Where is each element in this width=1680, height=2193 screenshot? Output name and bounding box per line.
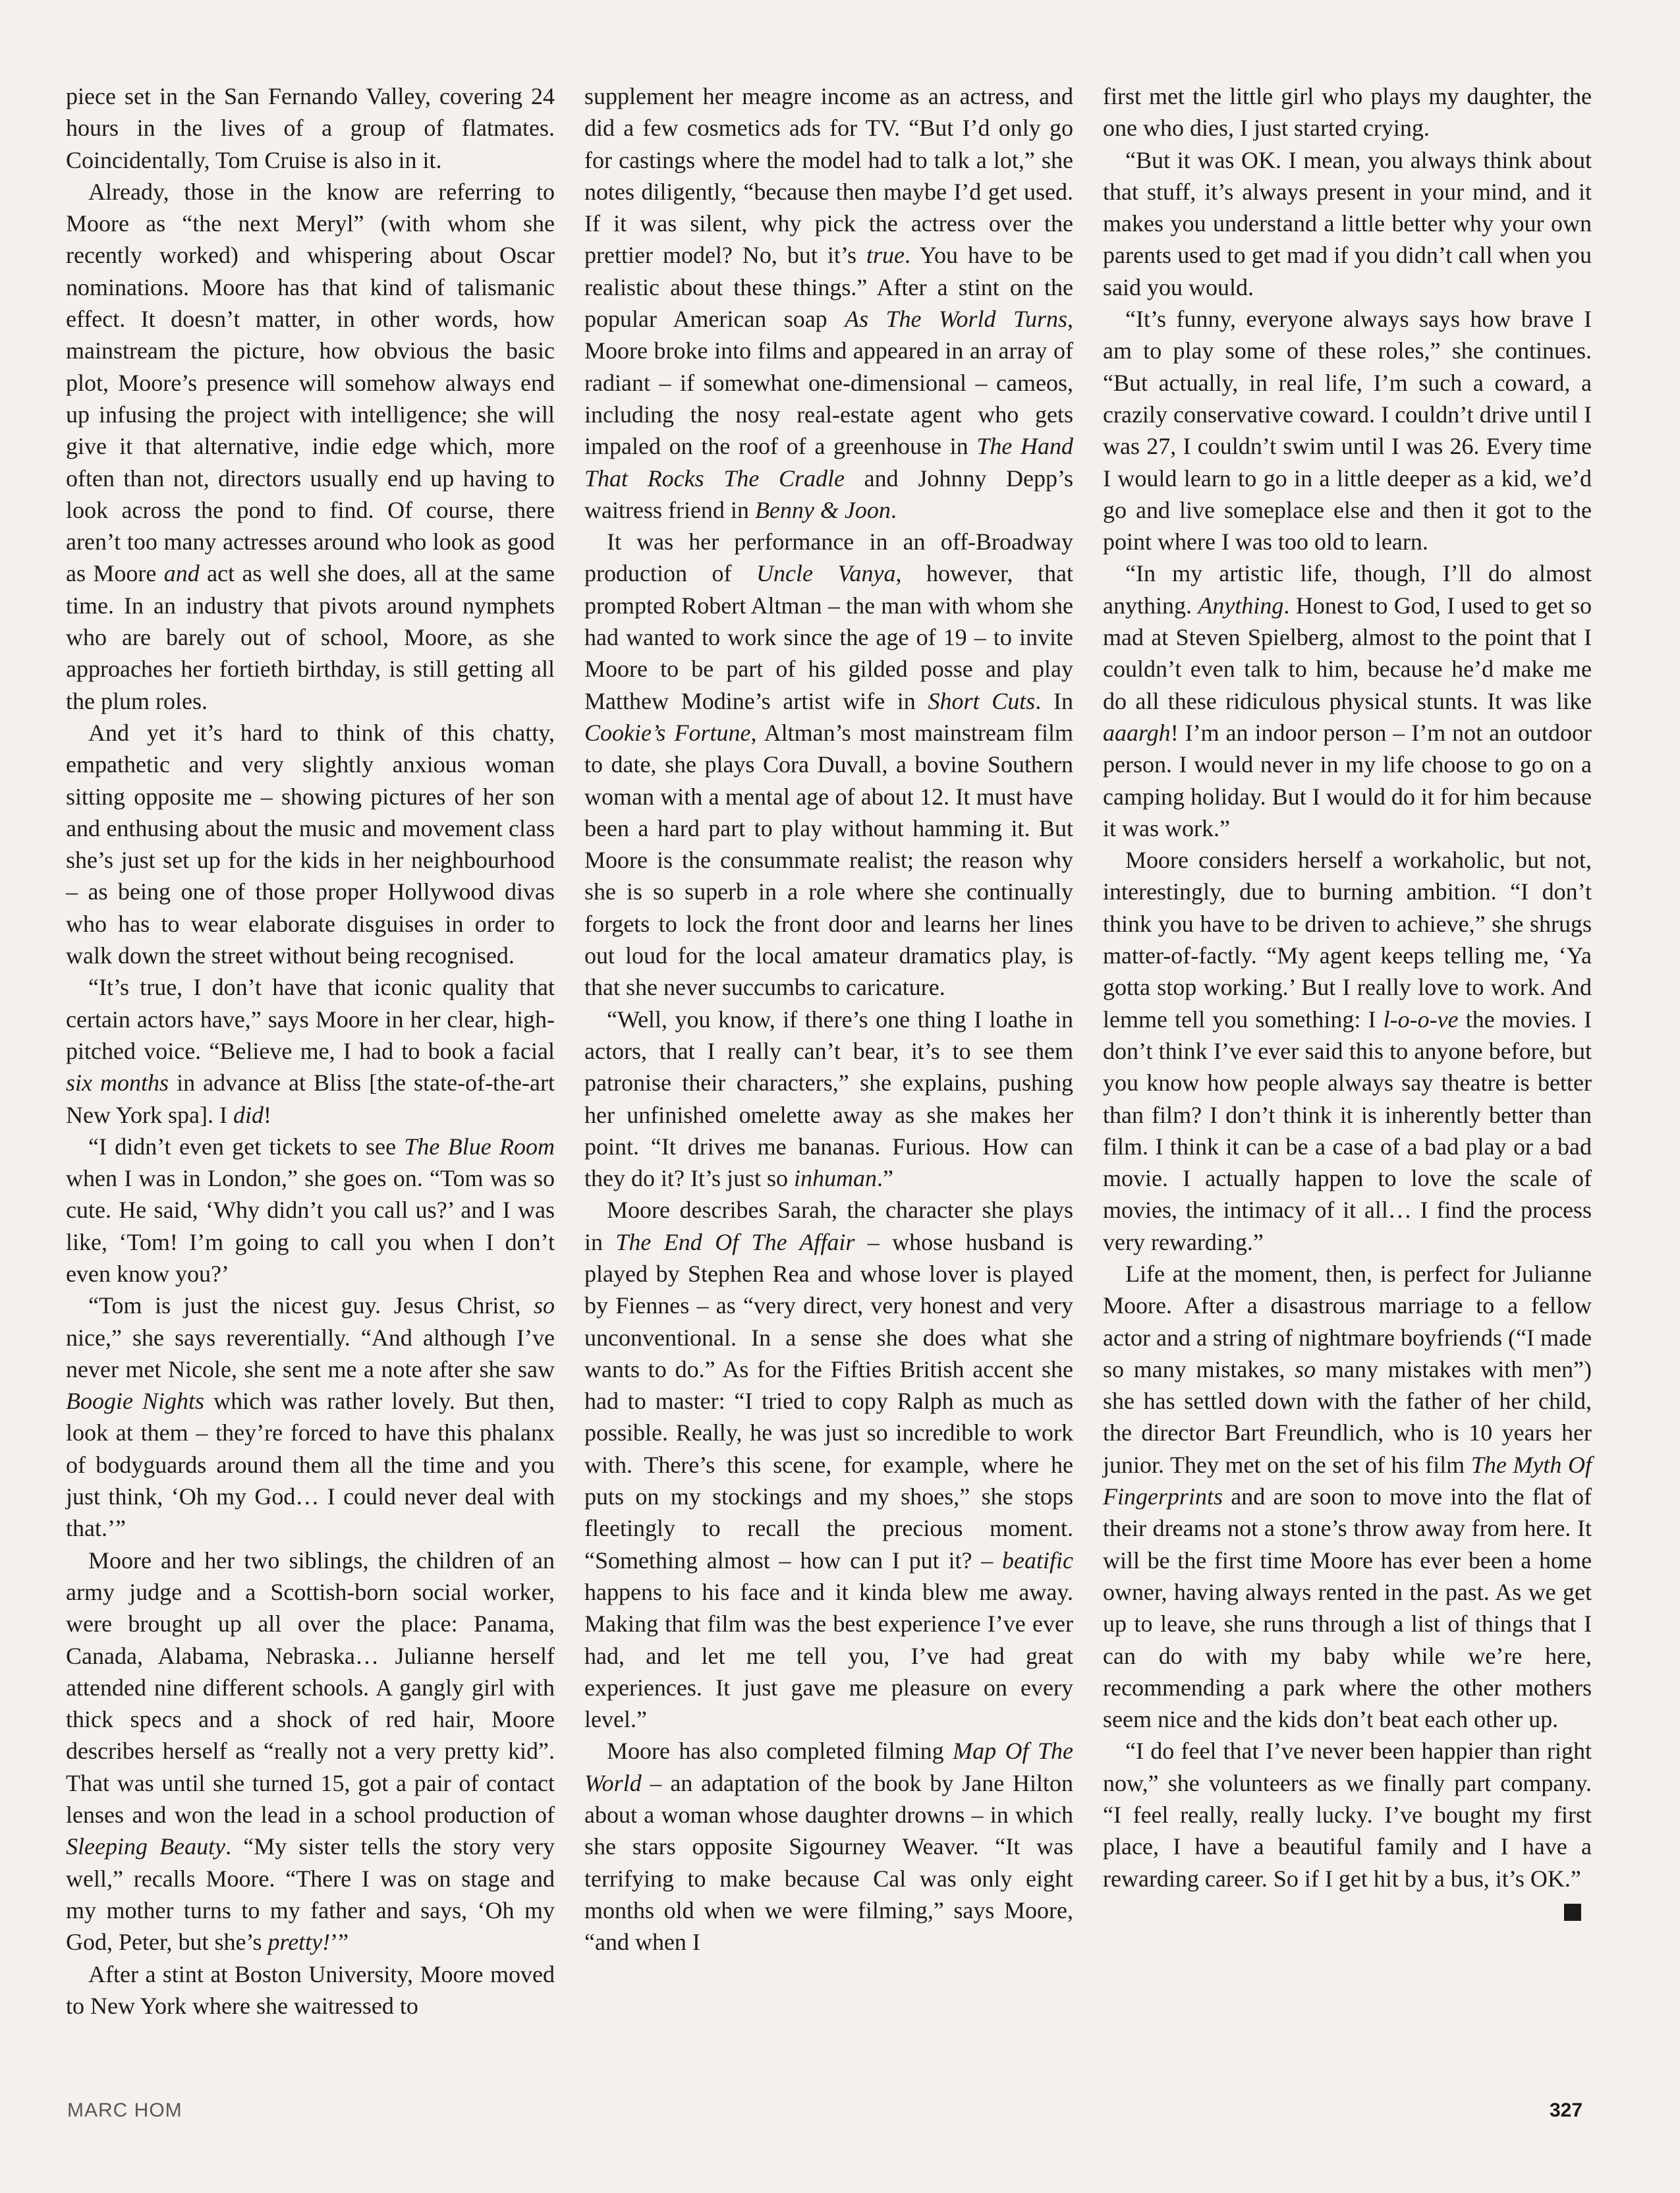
paragraph: Life at the moment, then, is perfect for Julianne Moore. After a disastrous marriage to a fellow actor and a string of nightmare boyfriends (“I made so many mistakes, so many mistakes with men”) she has settled down with the father of her child, the director Bart Freundlich, who is 10 years her junior. They met on the set of his film The Myth Of Fingerprints and are soon to move into the flat of their dreams not a stone’s throw away from here. It will be the first time Moore has ever been a home owner, having always rented in the past. As we get up to leave, she runs through a list of things that I can do with my baby while we’re here, recommending a park where the other mothers seem nice and the kids don’t beat each other up. (1103, 1260, 1592, 1733)
photo-credit: MARC HOM (67, 2099, 182, 2121)
paragraph: “Well, you know, if there’s one thing I loathe in actors, that I really can’t bear, it’s to see them patronise their characters,” she explains, pushing her unfinished omelette away as she makes her point. “It drives me bananas. Furious. How can they do it? It’s just so inhuman.” (584, 1006, 1073, 1192)
text-column-2 (584, 80, 1073, 2070)
paragraph: “I do feel that I’ve never been happier than right now,” she volunteers as we finally part company. “I feel really, really lucky. I’ve bought my first place, I have a beautiful family and I have a rewarding career. So if I get hit by a bus, it’s OK.” (1103, 1735, 1592, 1894)
text-column-1 (66, 80, 555, 2070)
paragraph: “It’s true, I don’t have that iconic quality that certain actors have,” says Moore in her clear, high-pitched voice. “Believe me, I had to book a facial six months in advance at Bliss [the state-of-the-art New York spa]. I did! (66, 974, 555, 1128)
page-number: 327 (1550, 2099, 1583, 2121)
paragraph: first met the little girl who plays my daughter, the one who dies, I just started crying. (1103, 83, 1592, 142)
paragraph: Already, those in the know are referring to Moore as “the next Meryl” (with whom she recently worked) and whispering about Oscar nominations. Moore has that kind of talismanic effect. It doesn’t matter, in other words, how mainstream the picture, how obvious the basic plot, Moore’s presence will somehow always end up infusing the project with intelligence; she will give it that alternative, indie edge which, more often than not, directors usually end up having to look across the pond to find. Of course, there aren’t too many actresses around who look as good as Moore and act as well she does, all at the same time. In an industry that pivots around nymphets who are barely out of school, Moore, as she approaches her fortieth birthday, is still getting all the plum roles. (66, 178, 555, 714)
paragraph: Moore considers herself a workaholic, but not, interestingly, due to burning ambition. “I don’t think you have to be driven to achieve,” she shrugs matter-of-factly. “My agent keeps telling me, ‘Ya gotta stop working.’ But I really love to work. And lemme tell you something: I l-o-o-ve the movies. I don’t think I’ve ever said this to anyone before, but you know how people always say theatre is better than film? I don’t think it is inherently better than film. I think it can be a case of a bad play or a bad movie. I actually happen to love the scale of movies, the intimacy of it all… I find the process very rewarding.” (1103, 847, 1592, 1255)
paragraph: supplement her meagre income as an actress, and did a few cosmetics ads for TV. “But I’d only go for castings where the model had to talk a lot,” she notes diligently, “because then maybe I’d get used. If it was silent, why pick the actress over the prettier model? No, but it’s true. You have to be realistic about these things.” After a stint on the popular American soap As The World Turns, Moore broke into films and appeared in an array of radiant – if somewhat one-dimensional – cameos, including the nosy real-estate agent who gets impaled on the roof of a greenhouse in The Hand That Rocks The Cradle and Johnny Depp’s waitress friend in Benny & Joon. (584, 83, 1073, 523)
paragraph: “But it was OK. I mean, you always think about that stuff, it’s always present in your mind, and it makes you understand a little better why your own parents used to get mad if you didn’t call when you said you would. (1103, 146, 1592, 300)
paragraph: Moore has also completed filming Map Of The World – an adaptation of the book by Jane Hilton about a woman whose daughter drowns – in which she stars opposite Sigourney Weaver. “It was terrifying to make because Cal was only eight months old when we were filming,” says Moore, “and when I (584, 1738, 1073, 1956)
end-of-article-mark (1564, 1904, 1581, 1921)
article-body (66, 80, 1592, 2070)
paragraph: “In my artistic life, though, I’ll do almost anything. Anything. Honest to God, I used to get so mad at Steven Spielberg, almost to the point that I couldn’t even talk to him, because he’d make me do all these ridiculous physical stunts. It was like aaargh! I’m an indoor person – I’m not an outdoor person. I would never in my life choose to go on a camping holiday. But I would do it for him because it was work.” (1103, 560, 1592, 841)
paragraph: “Tom is just the nicest guy. Jesus Christ, so nice,” she says reverentially. “And although I’ve never met Nicole, she sent me a note after she saw Boogie Nights which was rather lovely. But then, look at them – they’re forced to have this phalanx of bodyguards around them all the time and you just think, ‘Oh my God… I could never deal with that.’” (66, 1292, 555, 1542)
paragraph: It was her performance in an off-Broadway production of Uncle Vanya, however, that prompted Robert Altman – the man with whom she had wanted to work since the age of 19 – to invite Moore to be part of his gilded posse and play Matthew Modine’s artist wife in Short Cuts. In Cookie’s Fortune, Altman’s most mainstream film to date, she plays Cora Duvall, a bovine Southern woman with a mental age of about 12. It must have been a hard part to play without hamming it. But Moore is the consummate realist; the reason why she is so superb in a role where she continually forgets to lock the front door and learns her lines out loud for the local amateur dramatics play, is that she never succumbs to caricature. (584, 528, 1074, 1001)
paragraph: And yet it’s hard to think of this chatty, empathetic and very slightly anxious woman sitting opposite me – showing pictures of her son and enthusing about the music and movement class she’s just set up for the kids in her neighbourhood – as being one of those proper Hollywood divas who has to wear elaborate disguises in order to walk down the street without being recognised. (66, 719, 555, 969)
paragraph: After a stint at Boston University, Moore moved to New York where she waitressed to (66, 1960, 555, 2019)
paragraph: Moore describes Sarah, the character she plays in The End Of The Affair – whose husband is played by Stephen Rea and whose lover is played by Fiennes – as “very direct, very honest and very unconventional. In a sense she does what she wants to do.” As for the Fifties British accent she had to master: “I tried to copy Ralph as much as possible. Really, he was just so incredible to work with. There’s this scene, for example, where he puts on my stockings and my shoes,” she stops fleetingly to recall the precious moment. “Something almost – how can I put it? – beatific happens to his face and it kinda blew me away. Making that film was the best experience I’ve ever had, and let me tell you, I’ve had great experiences. It just gave me pleasure on every level.” (584, 1197, 1073, 1733)
paragraph: “I didn’t even get tickets to see The Blue Room when I was in London,” she goes on. “Tom was so cute. He said, ‘Why didn’t you call us?’ and I was like, ‘Tom! I’m going to call you when I don’t even know you?’ (66, 1133, 555, 1287)
paragraph: “It’s funny, everyone always says how brave I am to play some of these roles,” she continues. “But actually, in real life, I’m such a coward, a crazily conservative coward. I couldn’t drive until I was 27, I couldn’t swim until I was 26. Every time I would learn to go in a little deeper as a kid, we’d go and live someplace else and then it got to the point where I was too old to learn. (1103, 306, 1592, 555)
paragraph: Moore and her two siblings, the children of an army judge and a Scottish-born social worker, were brought up all over the place: Panama, Canada, Alabama, Nebraska… Julianne herself attended nine different schools. A gangly girl with thick specs and a shock of red hair, Moore describes herself as “really not a very pretty kid”. That was until she turned 15, got a pair of contact lenses and won the lead in a school production of Sleeping Beauty. “My sister tells the story very well,” recalls Moore. “There I was on stage and my mother turns to my father and says, ‘Oh my God, Peter, but she’s pretty!’” (66, 1547, 555, 1956)
text-column-3 (1103, 80, 1592, 2070)
paragraph: piece set in the San Fernando Valley, covering 24 hours in the lives of a group of flatmates. Coincidentally, Tom Cruise is also in it. (66, 83, 555, 173)
